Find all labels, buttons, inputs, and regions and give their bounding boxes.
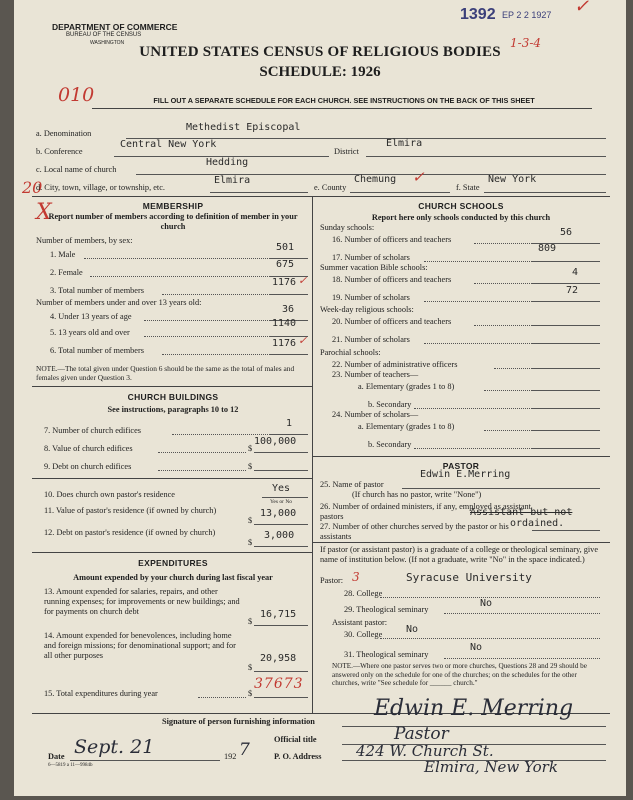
year-value[interactable]: 7 [239,740,250,760]
schools-heading: CHURCH SCHOOLS [418,201,504,211]
po-address-value[interactable]: 424 W. Church St. [356,742,494,760]
age-label: Number of members under and over 13 years old: [36,298,202,307]
form-number: 6—5819 a 11—9984b [48,763,93,768]
q29-label: 29. Theological seminary [344,605,429,614]
q22-label: 22. Number of administrative officers [332,360,458,369]
red-x-mark: X [36,200,52,225]
q4-label: 4. Under 13 years of age [50,312,132,321]
q7-value[interactable]: 1 [286,418,293,429]
by-sex-label: Number of members, by sex: [36,236,133,245]
sunday-label: Sunday schools: [320,223,375,232]
signature-label: Signature of person furnishing information [162,717,315,726]
q26-label: 26. Number of ordained ministers, if any, employed as assistant pastors [320,502,531,521]
q6-label: 6. Total number of members [50,346,144,355]
form-title: UNITED STATES CENSUS OF RELIGIOUS BODIES [139,44,501,60]
county-value[interactable]: Chemung [354,174,397,185]
state-line [484,192,606,193]
q6-check-mark: ✓ [298,334,308,347]
district-value[interactable]: Elmira [386,138,423,149]
pastor-university[interactable]: Syracuse University [406,571,532,584]
column-divider [312,196,313,713]
pastor-note: NOTE.—Where one pastor serves two or more churches, Questions 28 and 29 should be answered only on the schedule for one of the churches; on the schedules for the other churches, write "See schedule for ______ church." [332,662,587,688]
red-check-mark: ✓ [574,0,590,17]
q25-note: (If church has no pastor, write "None") [352,490,482,499]
q29-value[interactable]: No [480,598,493,609]
q31-value[interactable]: No [470,642,483,653]
q16-value[interactable]: 56 [560,227,573,238]
census-schedule-page: DEPARTMENT OF COMMERCE BUREAU OF THE CENSUS WASHINGTON 1392 EP 2 2 1927 ✓ 1-3-4 UNITED STATES CENSUS OF RELIGIOUS BODIES SCHEDULE: 1926 010 FILL OUT A SEPARATE SCHEDULE FOR EACH CHURCH. SEE INSTRUCTIONS ON THE BACK OF THIS SHEET a. Denomination Methedist Episcopal b. Conference Central New York District Elmira c. Local name of church Hedding 20 d. City, town, village, or township, etc. Elmira e. County Chemung ✓ f. State New York MEMBERSHIP X Report number of members according to definition of member in your church Number of members, by sex: 1. Male 501 2. Female 675 3. Total number of members 1176 ✓ Number of members under and over 13 years old: 4. Under 13 years of age 36 5. 13 years old and over 1140 6. Total number of members 1176 ✓ NOTE.—The total given under Question 6 should be the same as the total of males and females given under Question 3. CHURCH BUILDINGS See instructions, paragraphs 10 to 12 7. Number of church edifices 1 8. Value of church edifices $ 100,000 9. Debt on church edifices $ 10. Does church own pastor's residence Yes Yes or No 11. Value of pastor's residence (if owned by church) $ 13,000 12. Debt on pastor's residence (if owned by church) $ 3,000 EXPENDITURES Amount expended by your church during last fiscal year 13. Amount expended for salaries, repairs, and other running expenses; for improvements or new buildings; and for payments on church debt $ 16,715 14. Amount expended for benevolences, including home and foreign missions; for denominational support; and for all other purposes $ 20,958 15. Total expenditures during year $ 37673 CHURCH SCHOOLS Report here only schools conducted by this church Sunday schools: 16. Number of officers and teachers 56 17. Number of scholars 809 Summer vacation Bible schools: 18. Number of officers and teachers 4 19. Number of scholars 72 Week-day religious schools: 20. Number of officers and teachers 21. Number of scholars Parochial schools: 22. Number of administrative officers 23. Number of teachers— a. Elementary (grades 1 to 8) b. Secondary 24. Number of scholars— a. Elementary (grades 1 to 8) b. Secondary PASTOR 25. Name of pastor Edwin E.Merring (If church has no pastor, write "None") 26. Number of ordained ministers, if any, employed as assistant pastors Assistant but not 27. Number of other churches served by the pastor or his assistants ordained. If pastor (or assistant pastor) is a graduate of a college or theological seminary, give name of institution below. (If not a graduate, write "No" in the space indicated.) Pastor: 3 Syracuse University 28. College 29. Theological seminary No Assistant pastor: 30. College No 31. Theological seminary No NOTE.—Where one pastor serves two or more churches, Questions 28 and 29 should be answered only on the schedule for one of the churches; on the schedules for the other churches, write "See schedule for ______ church." Signature of person furnishing information Edwin E. Merring Official title Pastor Date Sept. 21 192 7 P. O. Address 424 W. Church St. Elmira, New York 6—5819 a 11—9984b [14,0,626,796]
q26-value[interactable]: Assistant but not [470,507,573,518]
q15-label: 15. Total expenditures during year [44,689,158,698]
form-schedule: SCHEDULE: 1926 [259,64,381,80]
q24-label: 24. Number of scholars— [332,410,419,419]
date-value[interactable]: Sept. 21 [74,736,155,758]
q16-label: 16. Number of officers and teachers [332,235,452,244]
q15-value[interactable]: 37673 [254,676,304,692]
bureau-name: BUREAU OF THE CENSUS [66,32,142,38]
buildings-subheading: See instructions, paragraphs 10 to 12 [107,405,239,414]
q17-label: 17. Number of scholars [332,253,410,262]
county-line [350,192,450,193]
q18-label: 18. Number of officers and teachers [332,275,452,284]
q24b-label: b. Secondary [368,440,412,449]
q8-label: 8. Value of church edifices [44,444,133,453]
church-name-value[interactable]: Hedding [206,157,249,168]
city-value[interactable]: Elmira [214,175,251,186]
q13-label: 13. Amount expended for salaries, repairs, and other running expenses; for improvements or new buildings; and for payments on church debt [44,587,240,616]
expenditures-subheading: Amount expended by your church during last fiscal year [73,573,273,582]
city-label: d. City, town, village, or township, etc. [36,183,165,192]
q12-label: 12. Debt on pastor's residence (if owned by church) [44,528,216,537]
q27-label: 27. Number of other churches served by the pastor or his assistants [320,522,509,541]
state-label: f. State [456,183,480,192]
q3-label: 3. Total number of members [50,286,144,295]
yes-or-no-hint: Yes or No [270,499,293,505]
pastor-heading: PASTOR [442,461,480,471]
po-address-city[interactable]: Elmira, New York [424,758,558,776]
q14-value[interactable]: 20,958 [260,653,297,664]
q25-label: 25. Name of pastor [320,480,384,489]
church-name-label: c. Local name of church [36,165,117,174]
official-title-label: Official title [274,735,317,744]
year-prefix: 192 [224,752,237,761]
district-label: District [334,147,359,156]
q23-label: 23. Number of teachers— [332,370,419,379]
q23a-label: a. Elementary (grades 1 to 8) [358,382,455,391]
state-value[interactable]: New York [488,174,537,185]
stamp-date: EP 2 2 1927 [502,10,552,20]
graduate-note: If pastor (or assistant pastor) is a graduate of a college or theological seminary, give name of institution below. (If not a graduate, write "No" in the space indicated.) [320,545,599,564]
q30-label: 30. College [344,630,383,639]
q14-label: 14. Amount expended for benevolences, including home and foreign missions; for denominational support; and for all other purposes [44,631,236,660]
bureau-city: WASHINGTON [90,40,125,46]
conference-label: b. Conference [36,147,83,156]
q5-label: 5. 13 years old and over [50,328,130,337]
signature-value[interactable]: Edwin E. Merring [374,696,574,721]
table-top-rule [32,196,610,197]
po-address-label: P. O. Address [274,752,322,761]
q2-value[interactable]: 675 [276,259,295,270]
q3-value[interactable]: 1176 [272,277,297,288]
membership-subheading: Report number of members according to definition of member in your church [48,212,298,231]
dept-name: DEPARTMENT OF COMMERCE [52,22,178,32]
q3-check-mark: ✓ [298,274,308,287]
q11-value[interactable]: 13,000 [260,508,297,519]
red-code: 010 [58,84,95,106]
q31-label: 31. Theological seminary [344,650,429,659]
membership-note: NOTE.—The total given under Question 6 should be the same as the total of males and females given under Question 3. [36,364,295,382]
date-label: Date [48,752,65,761]
q24a-label: a. Elementary (grades 1 to 8) [358,422,455,431]
pastor-sub-label: Pastor: [320,576,344,585]
q17-value[interactable]: 809 [538,243,557,254]
parochial-label: Parochial schools: [320,348,381,357]
q5-value[interactable]: 1140 [272,318,297,329]
official-title-value[interactable]: Pastor [394,724,449,744]
q8-value[interactable]: 100,000 [254,436,297,447]
q25-value[interactable]: Edwin E.Merring [420,469,511,480]
q18-value[interactable]: 4 [572,267,579,278]
q21-label: 21. Number of scholars [332,335,410,344]
district-line [366,156,606,157]
q23b-label: b. Secondary [368,400,412,409]
membership-heading: MEMBERSHIP [142,201,204,211]
assistant-pastor-label: Assistant pastor: [332,618,388,627]
buildings-heading: CHURCH BUILDINGS [127,392,219,402]
red-margin-mark: 20 [22,178,43,197]
city-line [210,192,308,193]
q2-label: 2. Female [50,268,83,277]
denomination-value[interactable]: Methedist Episcopal [186,122,301,133]
schools-subheading: Report here only schools conducted by this church [371,213,551,222]
pastor-red-mark: 3 [352,570,360,584]
hand-code: 1-3-4 [510,36,542,50]
q19-value[interactable]: 72 [566,285,579,296]
denomination-label: a. Denomination [36,129,92,138]
q28-label: 28. College [344,589,383,598]
q20-label: 20. Number of officers and teachers [332,317,452,326]
q7-label: 7. Number of church edifices [44,426,141,435]
header-rule [92,108,592,109]
summer-label: Summer vacation Bible schools: [320,263,428,272]
q19-label: 19. Number of scholars [332,293,410,302]
q12-value[interactable]: 3,000 [264,530,295,541]
q9-label: 9. Debt on church edifices [44,462,132,471]
q10-value[interactable]: Yes [272,483,291,494]
q1-value[interactable]: 501 [276,242,295,253]
instruction-line: FILL OUT A SEPARATE SCHEDULE FOR EACH CHURCH. SEE INSTRUCTIONS ON THE BACK OF THIS SHEET [153,96,535,105]
q6-value[interactable]: 1176 [272,338,297,349]
q13-value[interactable]: 16,715 [260,609,297,620]
stamp-number: 1392 [460,6,496,23]
q4-value[interactable]: 36 [282,304,295,315]
conference-value[interactable]: Central New York [120,139,217,150]
county-label: e. County [314,183,347,192]
q10-label: 10. Does church own pastor's residence [44,490,175,499]
county-check-mark: ✓ [412,168,425,186]
q1-label: 1. Male [50,250,76,259]
q30-value[interactable]: No [406,624,419,635]
weekday-label: Week-day religious schools: [320,305,414,314]
expenditures-heading: EXPENDITURES [138,558,208,568]
q27-value[interactable]: ordained. [510,518,565,529]
q11-label: 11. Value of pastor's residence (if owned by church) [44,506,217,515]
